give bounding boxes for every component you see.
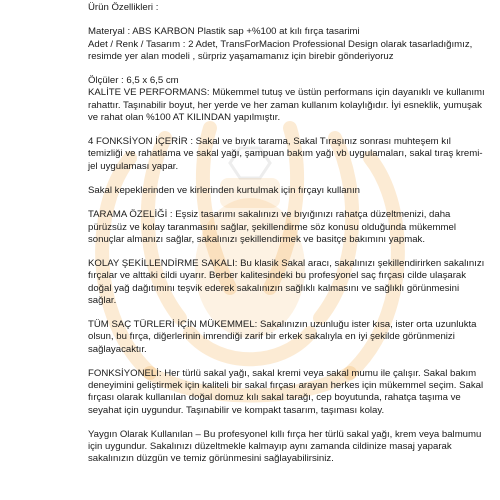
quality-paragraph: Ölçüler : 6,5 x 6,5 cm KALİTE VE PERFORMANS: Mükemmel tutuş ve üstün performans için dayanıklı ve kullanımı rahattır. Taşınabilir boyut, her yerde ve her zaman kullanım kolaylığıdır. İyi esneklik, yumuşak ve rahat olan %100 AT KILINDAN yapılmıştır. bbox=[88, 75, 485, 123]
functional-paragraph: FONKSİYONELİ: Her türlü sakal yağı, sakal kremi veya sakal mumu ile çalışır. Sakal bakım deneyimini geliştirmek için kaliteli bir sakal fırçası arayan herkes için mükemmel seçim. Sakal fırçası olarak kullanılan doğal domuz kılı sakal tarağı, cep boyutunda, rahatça taşıma ve seyahat için uygundur. Taşınabilir ve kompakt tasarım, taşıması kolay. bbox=[88, 367, 486, 416]
functions-paragraph: 4 FONKSİYON İÇERİR : Sakal ve bıyık tarama, Sakal Tıraşınız sonrası muhteşem kıl temizliği ve rahatlama ve sakal yağı, şampuan bakım yağı vb uygulamaları, sakal tıraş kremi-jel uygulaması yapar. bbox=[88, 136, 483, 172]
dandruff-paragraph: Sakal kepeklerinden ve kirlerinden kurtulmak için fırçayı kullanın bbox=[88, 184, 360, 196]
styling-paragraph: KOLAY ŞEKİLLENDİRME SAKALI: Bu klasik Sakal aracı, sakalınızı şekillendirirken sakalınızı fırçalar ve alttaki cildi uyarır. Berber kalitesindeki bu profesyonel saç fırçası cilde ulaşarak doğal yağ dağıtımını teşvik ederek sakalınızın sağlıklı kalmasını ve sağlıklı görünmesini sağlar. bbox=[88, 258, 488, 306]
features-heading: Ürün Özellikleri : bbox=[88, 2, 159, 13]
combing-paragraph: TARAMA ÖZELİĞİ : Eşsiz tasarımı sakalınızı ve bıyığınızı rahatça düzeltmenizi, daha pürüzsüz ve kolay taranmasını sağlar, şekillendirme söz konusu olduğunda mükemmel sonuçlar almanızı sağlar, sakalınızı şekillendirmek ve basitçe bakımını yapmak. bbox=[88, 209, 459, 245]
material-paragraph: Materyal : ABS KARBON Plastik sap +%100 at kılı fırça tasarimi Adet / Renk / Tasarım : 2 Adet, TransForMacion Professional Design olarak tasarladığımız, resimde yer alan modeli , sürpriz yaşamamanız için birebir gönderiyoruz bbox=[88, 26, 473, 62]
common-use-paragraph: Yaygın Olarak Kullanılan – Bu profesyonel kıllı fırça her türlü sakal yağı, krem veya balmumu için uygundur. Sakalınızı düzeltmekle kalmayıp aynı zamanda cildinize masaj yaparak sakalınızın düzgün ve temiz görünmesini sağlayabilirsiniz. bbox=[88, 428, 485, 465]
hair-types-paragraph: TÜM SAÇ TÜRLERİ İÇİN MÜKEMMEL: Sakalınızın uzunluğu ister kısa, ister orta uzunlukta olsun, bu fırça, diğerlerinin imrendiği zarif bir erkek sakalıyla en iyi şekilde görünmenizi sağlayacaktır. bbox=[88, 319, 480, 355]
